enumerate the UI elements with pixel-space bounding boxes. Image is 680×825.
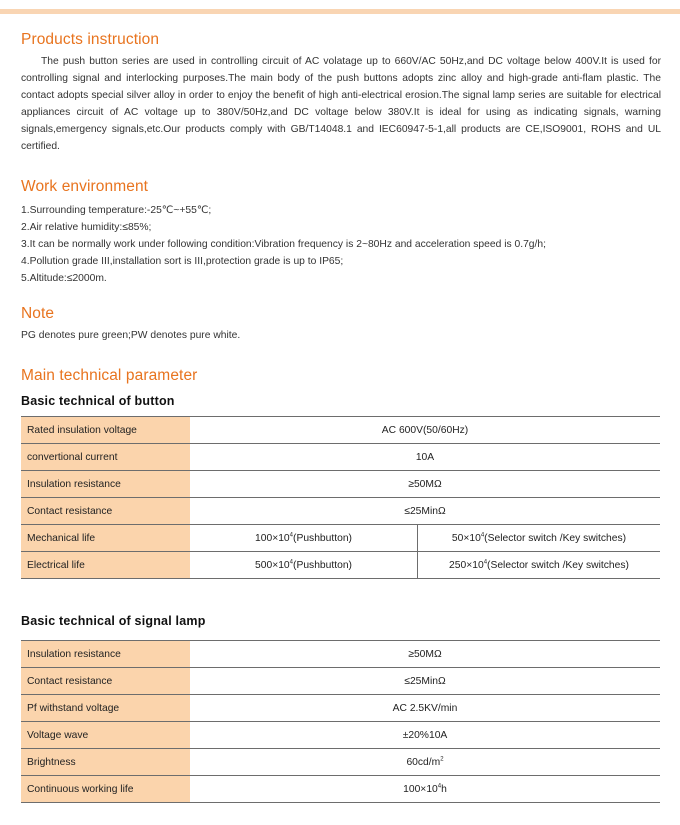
list-item: 3.It can be normally work under following condition:Vibration frequency is 2~80Hz and acceleration speed is 0.7g/h; — [21, 239, 546, 250]
lamp-spec-table — [21, 640, 660, 803]
row-value: $60cd/m^2$ — [190, 749, 660, 776]
button-table-title: Basic technical of button — [21, 394, 175, 408]
row-value-selector: $250\times 10^4(Selector$ switch /Key switches) — [418, 552, 661, 579]
row-label: Rated insulation voltage — [21, 417, 190, 444]
row-value: AC 600V(50/60Hz) — [190, 417, 660, 444]
products-heading: Products instruction — [21, 31, 160, 48]
row-value-pushbutton: $100\times 10^4(Pushbutton)$ — [190, 525, 418, 552]
products-paragraph: The push button series are used in controlling circuit of AC volatage up to 660V/AC 50Hz,and DC voltage below 400V.It is used for controlling signal and interlocking purposes.The main body of the push buttons adopts zinc alloy and high-grade anti-flam plastic. The contact adopts special silver alloy in order to enjoy the benefit of high anti-electrical erosion.The signal lamp series are suitable for electrical appliances circuit of AC voltage up to 380V/50Hz,and DC voltage below 380V.It is ideal for using as indicating signals, warning signals,emergency signals,etc.Our products comply with GB/T14048.1 and IEC60947-5-1,all products are CE,ISO9001, ROHS and UL certified. — [21, 56, 661, 152]
table-row — [21, 695, 660, 722]
table-row — [21, 776, 660, 803]
table-row — [21, 471, 660, 498]
table-row — [21, 417, 660, 444]
button-spec-table — [21, 416, 660, 579]
row-label: Insulation resistance — [21, 641, 190, 668]
row-value: AC 2.5KV/min — [190, 695, 660, 722]
note-heading: Note — [21, 305, 55, 322]
row-value: ±20%10A — [190, 722, 660, 749]
lamp-table-title: Basic technical of signal lamp — [21, 614, 206, 628]
row-value-pushbutton: $500\times 10^4(Pushbutton)$ — [190, 552, 418, 579]
row-label: Voltage wave — [21, 722, 190, 749]
table-row — [21, 722, 660, 749]
work-environment-list — [21, 202, 546, 287]
list-item: 2.Air relative humidity:≤85%; — [21, 222, 152, 233]
row-label: Contact resistance — [21, 498, 190, 525]
note-text: PG denotes pure green;PW denotes pure white. — [21, 330, 241, 341]
row-value: $100\times 10^4h$ — [190, 776, 660, 803]
row-value-selector: $50\times 10^4(Selector$ switch /Key switches) — [418, 525, 661, 552]
row-label: Insulation resistance — [21, 471, 190, 498]
row-label: Mechanical life — [21, 525, 190, 552]
work-environment-heading: Work environment — [21, 178, 149, 195]
row-label: Continuous working life — [21, 776, 190, 803]
table-row — [21, 525, 660, 552]
top-accent-bar — [0, 9, 680, 14]
main-parameter-heading: Main technical parameter — [21, 367, 198, 384]
table-row — [21, 641, 660, 668]
row-value: ≥50MΩ — [190, 641, 660, 668]
list-item: 1.Surrounding temperature:-25℃~+55℃; — [21, 205, 212, 216]
row-value: 10A — [190, 444, 660, 471]
row-value: ≤25MinΩ — [190, 668, 660, 695]
row-value: ≤25MinΩ — [190, 498, 660, 525]
row-value: ≥50MΩ — [190, 471, 660, 498]
table-row — [21, 552, 660, 579]
table-row — [21, 749, 660, 776]
row-label: Brightness — [21, 749, 190, 776]
list-item: 5.Altitude:≤2000m. — [21, 273, 107, 284]
row-label: Contact resistance — [21, 668, 190, 695]
table-row — [21, 668, 660, 695]
row-label: Pf withstand voltage — [21, 695, 190, 722]
table-row — [21, 498, 660, 525]
list-item: 4.Pollution grade III,installation sort is III,protection grade is up to IP65; — [21, 256, 344, 267]
row-label: convertional current — [21, 444, 190, 471]
row-label: Electrical life — [21, 552, 190, 579]
table-row — [21, 444, 660, 471]
